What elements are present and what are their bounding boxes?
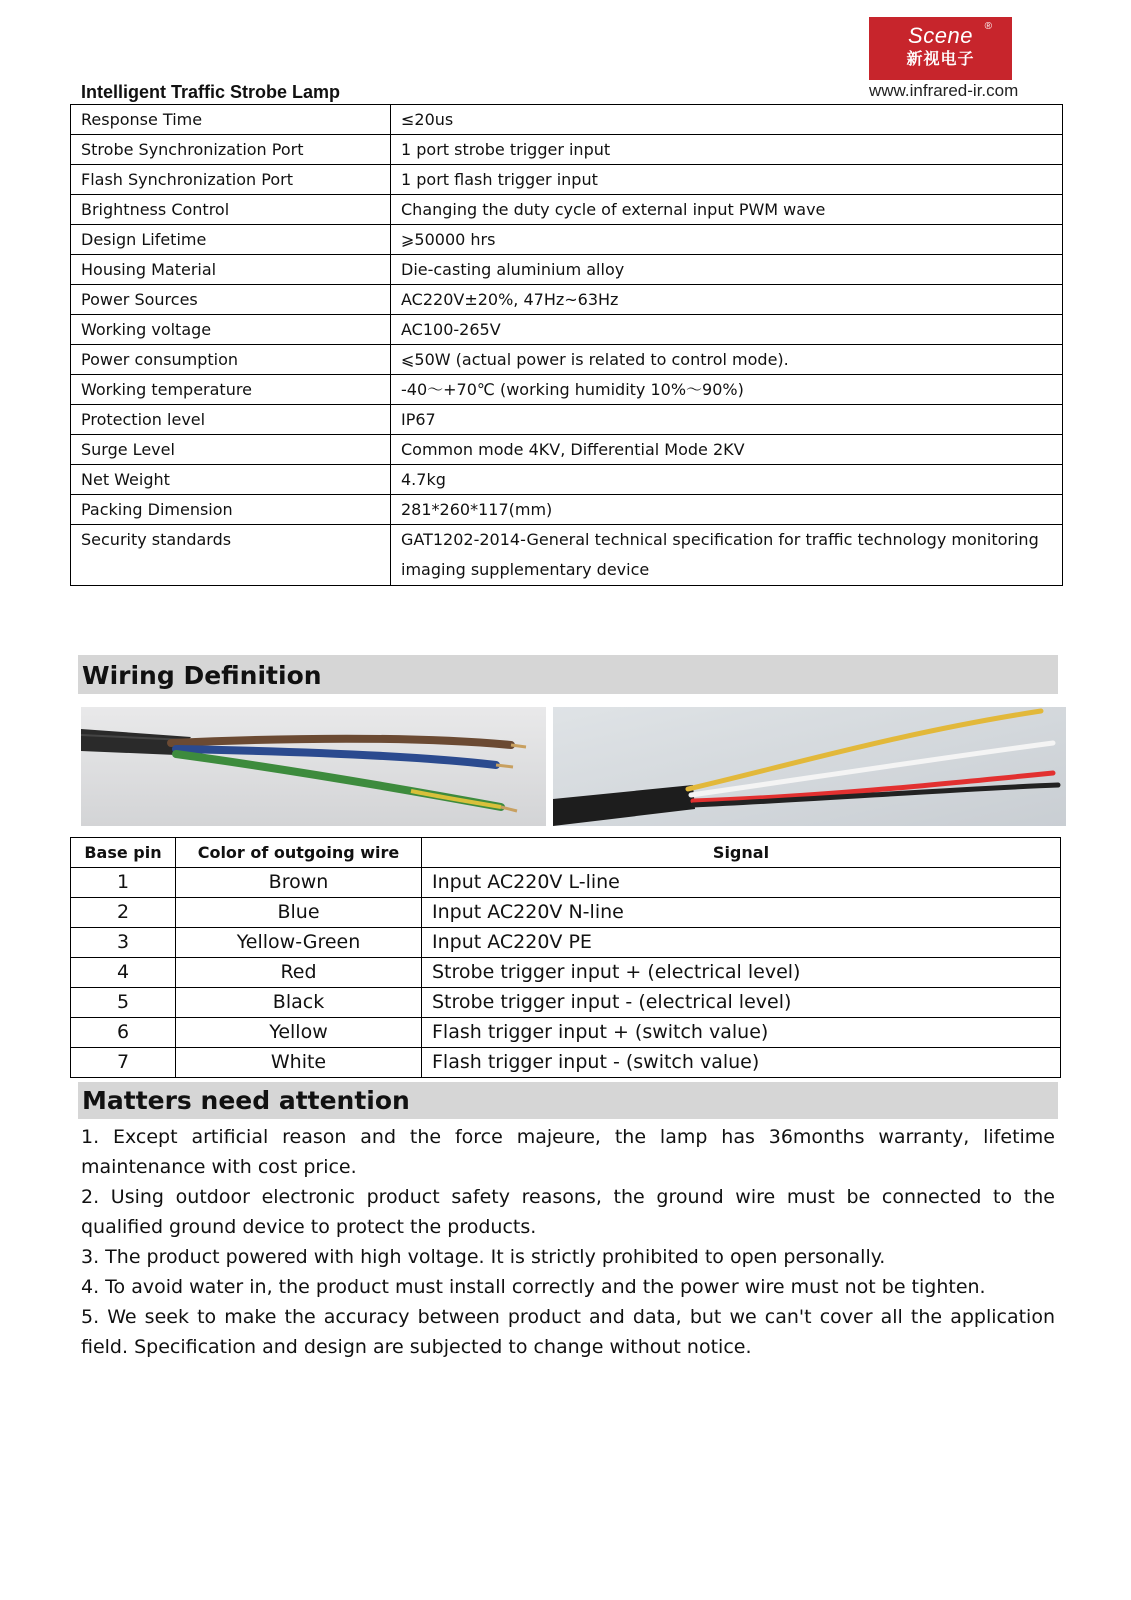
wiring-row bbox=[71, 958, 1061, 988]
attention-section-title: Matters need attention bbox=[82, 1086, 410, 1115]
spec-row bbox=[71, 465, 1063, 495]
signal-cell: Strobe trigger input + (electrical level) bbox=[422, 958, 1061, 988]
logo-registered-mark: ® bbox=[984, 21, 992, 32]
signal-cell: Input AC220V L-line bbox=[422, 868, 1061, 898]
signal-cell: Input AC220V N-line bbox=[422, 898, 1061, 928]
color-cell: Yellow bbox=[176, 1018, 422, 1048]
spec-value: ⩽50W (actual power is related to control mode). bbox=[391, 345, 1063, 375]
spec-key: Power consumption bbox=[71, 345, 391, 375]
signal-cable-photo bbox=[553, 707, 1066, 826]
wiring-section-header bbox=[78, 655, 1058, 694]
spec-row bbox=[71, 195, 1063, 225]
attention-notes bbox=[81, 1122, 1055, 1362]
wiring-header-row bbox=[71, 838, 1061, 868]
wiring-row bbox=[71, 868, 1061, 898]
spec-row bbox=[71, 435, 1063, 465]
color-cell: Blue bbox=[176, 898, 422, 928]
pin-cell: 3 bbox=[71, 928, 176, 958]
pin-cell: 2 bbox=[71, 898, 176, 928]
spec-key: Net Weight bbox=[71, 465, 391, 495]
spec-key: Response Time bbox=[71, 105, 391, 135]
color-cell: Black bbox=[176, 988, 422, 1018]
color-cell: Red bbox=[176, 958, 422, 988]
wiring-row bbox=[71, 898, 1061, 928]
spec-key: Surge Level bbox=[71, 435, 391, 465]
spec-key: Design Lifetime bbox=[71, 225, 391, 255]
spec-key: Working temperature bbox=[71, 375, 391, 405]
spec-key: Working voltage bbox=[71, 315, 391, 345]
spec-value: Common mode 4KV, Differential Mode 2KV bbox=[391, 435, 1063, 465]
spec-value: ⩾50000 hrs bbox=[391, 225, 1063, 255]
spec-row bbox=[71, 105, 1063, 135]
spec-key: Brightness Control bbox=[71, 195, 391, 225]
pin-cell: 7 bbox=[71, 1048, 176, 1078]
wiring-row bbox=[71, 928, 1061, 958]
spec-key: Power Sources bbox=[71, 285, 391, 315]
spec-key: Security standards bbox=[71, 525, 391, 586]
note-item: 2. Using outdoor electronic product safety reasons, the ground wire must be connected to the qualified ground device to protect the products. bbox=[81, 1186, 1055, 1238]
logo-brand-text: Scene bbox=[908, 23, 973, 48]
spec-value: AC100-265V bbox=[391, 315, 1063, 345]
note-item: 5. We seek to make the accuracy between product and data, but we can't cover all the application field. Specification and design are subjected to change without notice. bbox=[81, 1306, 1055, 1358]
color-cell: Brown bbox=[176, 868, 422, 898]
spec-key: Protection level bbox=[71, 405, 391, 435]
spec-row bbox=[71, 315, 1063, 345]
signal-cell: Flash trigger input - (switch value) bbox=[422, 1048, 1061, 1078]
wiring-section-title: Wiring Definition bbox=[82, 661, 322, 690]
spec-row bbox=[71, 525, 1063, 586]
spec-row bbox=[71, 285, 1063, 315]
note-item: 3. The product powered with high voltage. It is strictly prohibited to open personally. bbox=[81, 1246, 886, 1268]
spec-value: -40～+70℃ (working humidity 10%～90%) bbox=[391, 375, 1063, 405]
spec-value: Die-casting aluminium alloy bbox=[391, 255, 1063, 285]
spec-value: 1 port strobe trigger input bbox=[391, 135, 1063, 165]
spec-value: IP67 bbox=[391, 405, 1063, 435]
pin-cell: 1 bbox=[71, 868, 176, 898]
spec-key: Strobe Synchronization Port bbox=[71, 135, 391, 165]
spec-value: 281*260*117(mm) bbox=[391, 495, 1063, 525]
spec-value: AC220V±20%, 47Hz~63Hz bbox=[391, 285, 1063, 315]
col-header-base-pin: Base pin bbox=[71, 838, 176, 868]
color-cell: White bbox=[176, 1048, 422, 1078]
spec-row bbox=[71, 405, 1063, 435]
signal-cell: Flash trigger input + (switch value) bbox=[422, 1018, 1061, 1048]
spec-row bbox=[71, 345, 1063, 375]
spec-row bbox=[71, 135, 1063, 165]
spec-value: GAT1202-2014-General technical specification for traffic technology monitoring imaging supplementary device bbox=[391, 525, 1063, 586]
wiring-row bbox=[71, 1018, 1061, 1048]
spec-row bbox=[71, 225, 1063, 255]
spec-key: Housing Material bbox=[71, 255, 391, 285]
power-cable-photo bbox=[81, 707, 546, 826]
logo-chinese-text: 新视电子 bbox=[906, 49, 975, 68]
pin-cell: 5 bbox=[71, 988, 176, 1018]
wiring-row bbox=[71, 988, 1061, 1018]
pin-cell: 4 bbox=[71, 958, 176, 988]
signal-cell: Strobe trigger input - (electrical level) bbox=[422, 988, 1061, 1018]
col-header-signal: Signal bbox=[422, 838, 1061, 868]
attention-section-header bbox=[78, 1082, 1058, 1119]
spec-row bbox=[71, 495, 1063, 525]
spec-value: 1 port flash trigger input bbox=[391, 165, 1063, 195]
spec-value: 4.7kg bbox=[391, 465, 1063, 495]
wiring-row bbox=[71, 1048, 1061, 1078]
brand-logo bbox=[869, 17, 1012, 80]
spec-value: Changing the duty cycle of external input PWM wave bbox=[391, 195, 1063, 225]
spec-row bbox=[71, 165, 1063, 195]
spec-row bbox=[71, 375, 1063, 405]
document-title: Intelligent Traffic Strobe Lamp bbox=[81, 82, 341, 102]
col-header-wire-color: Color of outgoing wire bbox=[176, 838, 422, 868]
wiring-table bbox=[70, 837, 1061, 1078]
color-cell: Yellow-Green bbox=[176, 928, 422, 958]
note-item: 1. Except artificial reason and the force majeure, the lamp has 36months warranty, lifetime maintenance with cost price. bbox=[81, 1126, 1055, 1178]
spec-value: ≤20us bbox=[391, 105, 1063, 135]
pin-cell: 6 bbox=[71, 1018, 176, 1048]
company-url: www.infrared-ir.com bbox=[869, 81, 1019, 100]
spec-table bbox=[70, 104, 1063, 586]
spec-key: Flash Synchronization Port bbox=[71, 165, 391, 195]
note-item: 4. To avoid water in, the product must install correctly and the power wire must not be tighten. bbox=[81, 1276, 986, 1298]
spec-key: Packing Dimension bbox=[71, 495, 391, 525]
spec-row bbox=[71, 255, 1063, 285]
signal-cell: Input AC220V PE bbox=[422, 928, 1061, 958]
